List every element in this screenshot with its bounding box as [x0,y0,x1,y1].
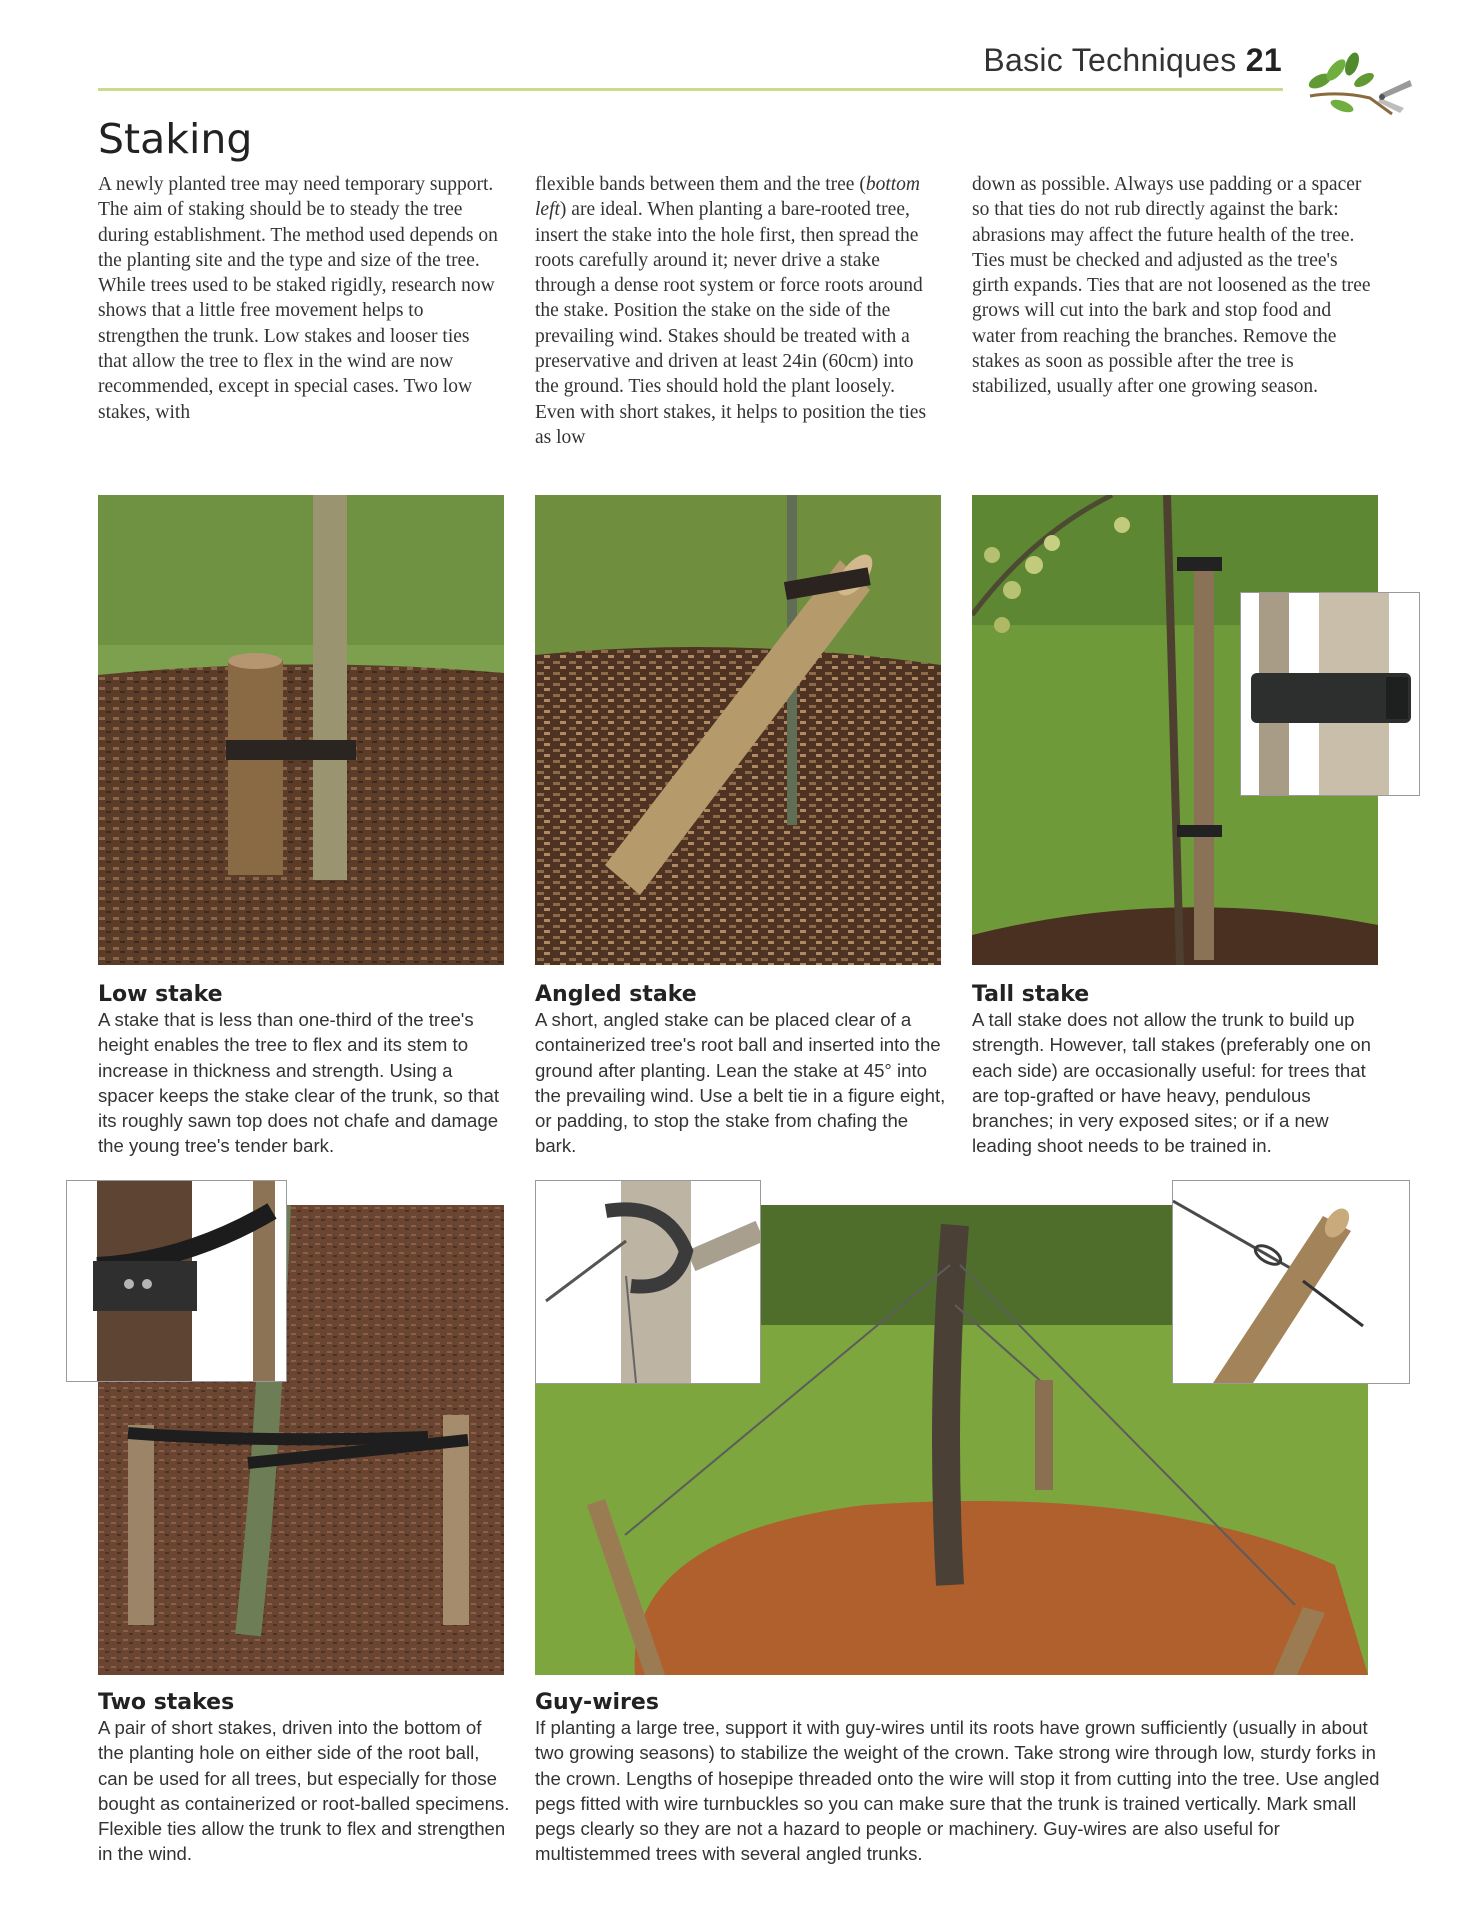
page-number: 21 [1245,42,1282,78]
leaf-sprig-secateurs-icon [1300,36,1420,126]
figure-caption-text: A pair of short stakes, driven into the bottom of the planting hole on either side of the root ball, can be used for all trees, but especially for those bought as containerized or root-balled specimens. Flexible ties allow the trunk to flex and strengthen in the wind. [98,1717,510,1865]
intro-column-2-text-a: flexible bands between them and the tree ( [535,174,866,195]
figure-caption-text: A short, angled stake can be placed clear of a containerized tree's root ball and inserted into the ground after planting. Lean the stake at 45° into the prevailing wind. Use a belt tie in a figure eight, or padding, to stop the stake from chafing the bark. [535,1009,946,1157]
figure-caption-text: A stake that is less than one-third of the tree's height enables the tree to flex and its stem to increase in thickness and strength. Using a spacer keeps the stake clear of the trunk, so that its roughly sawn top does not chafe and damage the young tree's tender bark. [98,1009,500,1157]
figure-title: Low stake [98,982,223,1007]
running-header [983,42,1282,79]
photo-angled-stake [535,495,941,965]
inset-guy-wire-hosepipe-detail [535,1180,761,1384]
figure-caption-text: A tall stake does not allow the trunk to build up strength. However, tall stakes (preferably one on each side) are occasionally useful: for trees that are top-grafted or have heavy, pendulous branches; in very exposed sites; or if a new leading shoot needs to be trained in. [972,1009,1371,1157]
intro-column-2 [535,172,937,450]
figure-caption-text: If planting a large tree, support it with guy-wires until its roots have grown sufficiently (usually in about two growing seasons) to stabilize the weight of the crown. Take strong wire through low, sturdy forks in the crown. Lengths of hosepipe threaded onto the wire will stop it from cutting into the tree. Use angled pegs fitted with wire turnbuckles so you can make sure that the trunk is trained vertically. Mark small pegs clearly so they are not a hazard to people or machinery. Guy-wires are also useful for multistemmed trees with several angled trunks. [535,1717,1380,1865]
intro-column-1: A newly planted tree may need temporary support. The aim of staking should be to steady the tree during establishment. The method used depends on the planting site and the type and size of the tree. While trees used to be staked rigidly, research now shows that a little free movement helps to strengthen the trunk. Low stakes and looser ties that allow the tree to flex in the wind are now recommended, except in special cases. Two low stakes, with [98,174,498,423]
figure-title: Angled stake [535,982,697,1007]
section-name: Basic Techniques [983,42,1237,78]
figure-title: Tall stake [972,982,1090,1007]
intro-column-3: down as possible. Always use padding or a spacer so that ties do not rub directly against the bark: abrasions may affect the future health of the tree. Ties must be checked and adjusted as the tree's girth expands. Ties that are not loosened as the tree grows will cut into the bark and stop food and water from reaching the branches. Remove the stakes as soon as possible after the tree is stabilized, usually after one growing season. [972,174,1371,398]
figure-caption-guy-wires [535,1690,1380,1867]
figure-caption-low-stake [98,982,510,1159]
page-title: Staking [98,115,253,163]
figure-title: Guy-wires [535,1690,659,1715]
inset-tall-stake-tie-detail [1240,592,1420,796]
inset-turnbuckle-peg-detail [1172,1180,1410,1384]
inset-two-stakes-tie-detail [66,1180,287,1382]
figure-caption-angled-stake [535,982,947,1159]
figure-caption-tall-stake [972,982,1384,1159]
figure-title: Two stakes [98,1690,235,1715]
intro-column-2-italic: bottom left [535,174,920,221]
header-rule [98,88,1283,91]
photo-low-stake [98,495,504,965]
figure-caption-two-stakes [98,1690,510,1867]
intro-column-2-text-b: ) are ideal. When planting a bare-rooted tree, insert the stake into the hole first, then spread the roots carefully around it; never drive a stake through a dense root system or force roots around the stake. Position the stake on the side of the prevailing wind. Stakes should be treated with a preservative and driven at least 24in (60cm) into the ground. Ties should hold the plant loosely. Even with short stakes, it helps to position the ties as low [535,199,927,448]
